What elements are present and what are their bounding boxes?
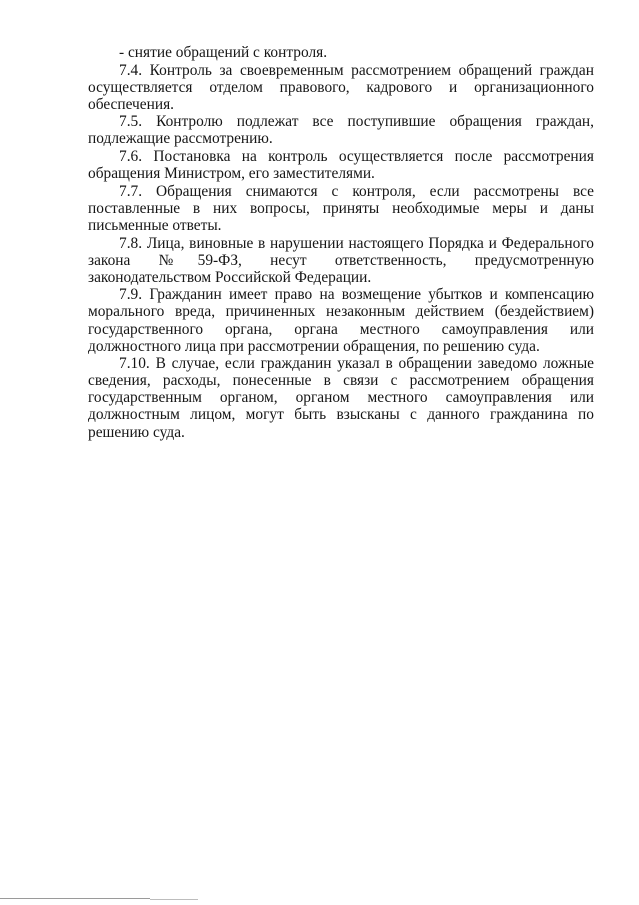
paragraph-7-4: 7.4. Контроль за своевременным рассмотрением обращений граждан осуществляется отделом правового, кадрового и организационного обеспечения. — [88, 61, 594, 113]
paragraph-removal-from-control: - снятие обращений с контроля. — [119, 44, 328, 61]
document-body — [88, 44, 594, 441]
scan-edge-line-faint — [150, 899, 198, 900]
paragraph-7-10: 7.10. В случае, если гражданин указал в обращении заведомо ложные сведения, расходы, понесенные в связи с рассмотрением обращения государственным органом, органом местного самоуправления или должностным лицом, могут быть взысканы с данного гражданина по решению суда. — [88, 355, 594, 441]
paragraph-7-5: 7.5. Контролю подлежат все поступившие обращения граждан, подлежащие рассмотрению. — [88, 113, 594, 148]
paragraph-7-8: 7.8. Лица, виновные в нарушении настоящего Порядка и Федерального закона №59-ФЗ, несут ответственность, предусмотренную законодательством Российской Федерации. — [88, 234, 594, 286]
paragraph-7-6: 7.6. Постановка на контроль осуществляется после рассмотрения обращения Министром, его заместителями. — [88, 148, 594, 183]
scan-edge-line — [0, 898, 150, 899]
paragraph-7-7: 7.7. Обращения снимаются с контроля, если рассмотрены все поставленные в них вопросы, приняты необходимые меры и даны письменные ответы. — [88, 182, 594, 234]
paragraph-7-9: 7.9. Гражданин имеет право на возмещение убытков и компенсацию морального вреда, причиненных незаконным действием (бездействием) государственного органа, органа местного самоуправления или должностного лица при рассмотрении обращения, по решению суда. — [88, 286, 594, 355]
